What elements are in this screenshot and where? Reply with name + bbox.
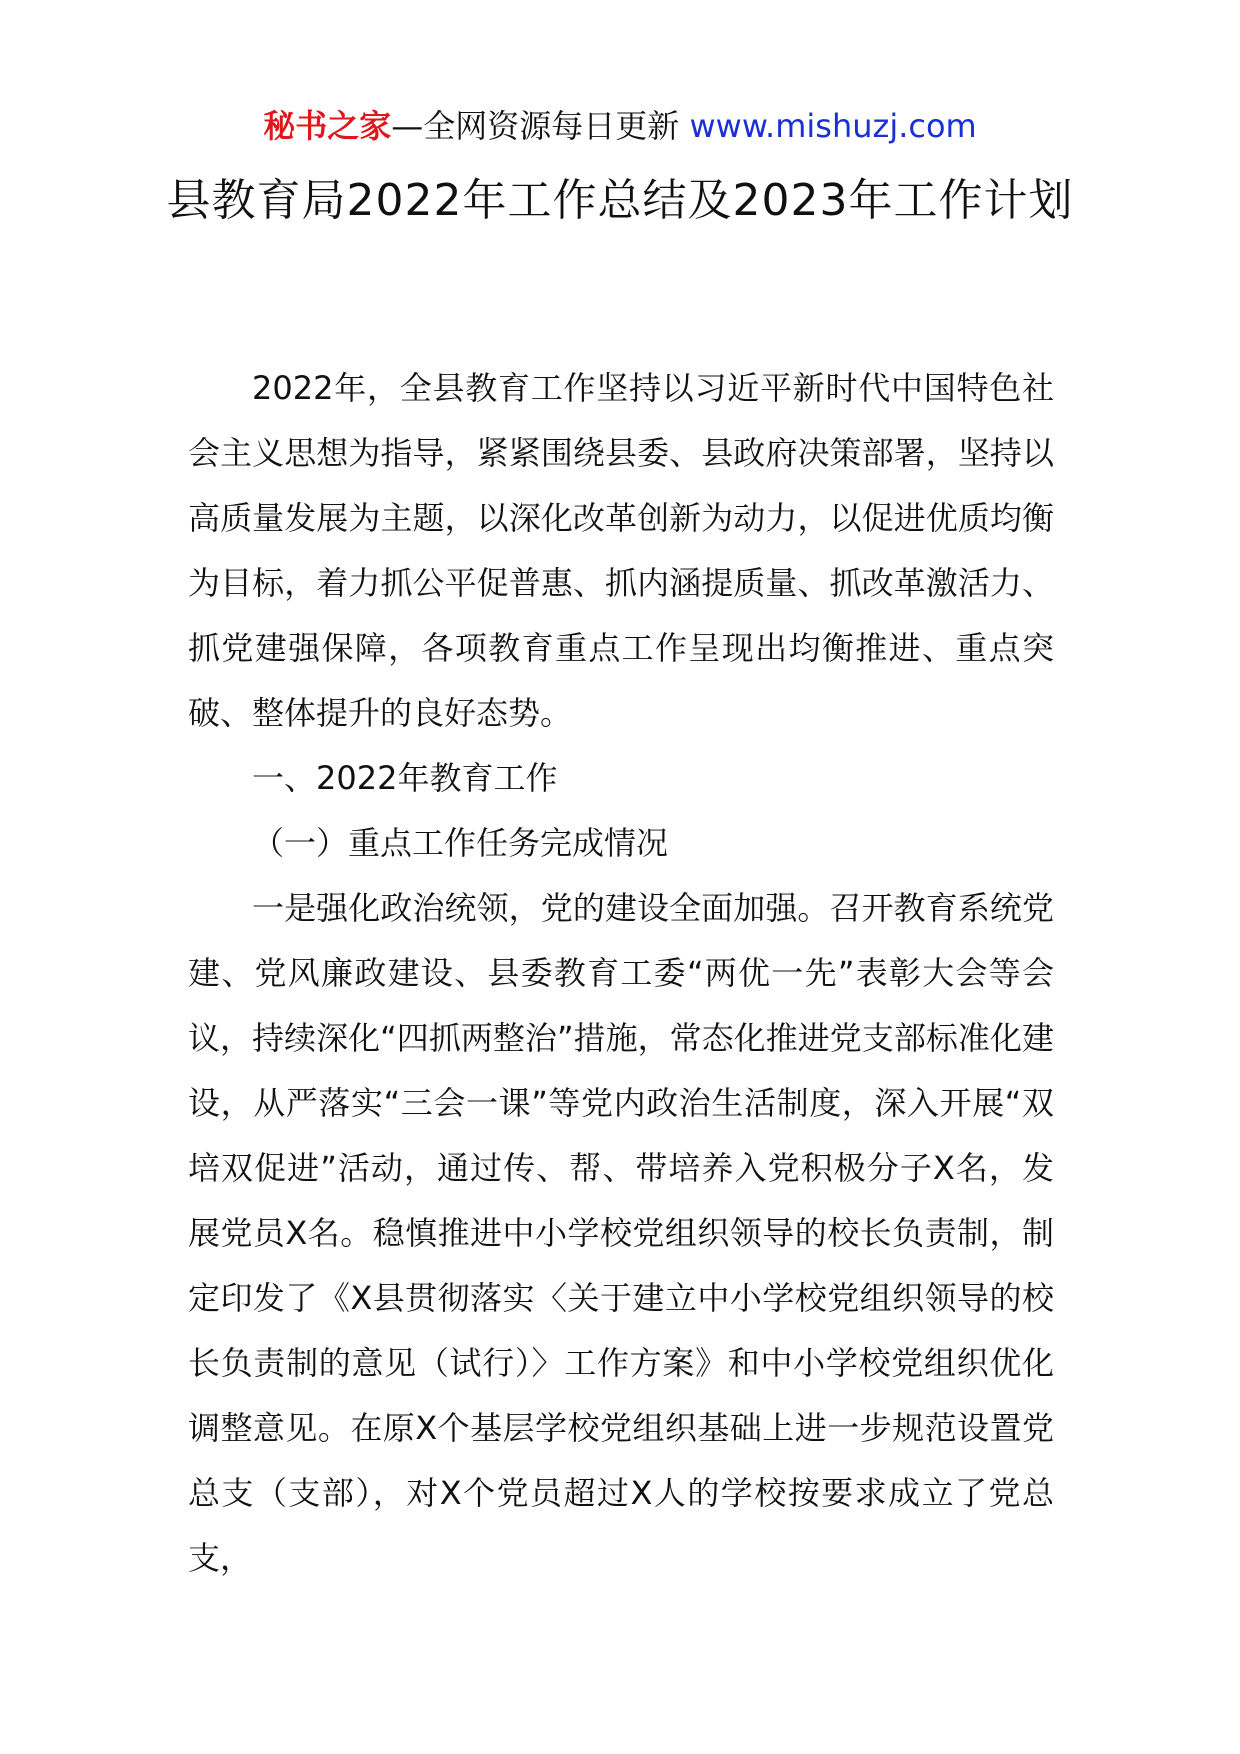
body-paragraph: 一是强化政治统领，党的建设全面加强。召开教育系统党建、党风廉政建设、县委教育工委“两优一先”表彰大会等会议，持续深化“四抓两整治”措施，常态化推进党支部标准化建设，从严落实“三会一课”等党内政治生活制度，深入开展“双培双促进”活动，通过传、帮、带培养入党积极分子X名，发展党员X名。稳慎推进中小学校党组织领导的校长负责制，制定印发了《X县贯彻落实〈关于建立中小学校党组织领导的校长负责制的意见（试行）〉工作方案》和中小学校党组织优化调整意见。在原X个基层学校党组织基础上进一步规范设置党总支（支部），对X个党员超过X人的学校按要求成立了党总支，: [188, 889, 1054, 1577]
section-heading: 一、2022年教育工作: [252, 759, 558, 797]
subsection-heading: （一）重点工作任务完成情况: [252, 824, 669, 862]
brand-name: 秘书之家: [263, 107, 392, 145]
document-body: [188, 356, 1054, 1591]
site-header: [0, 104, 1240, 148]
intro-paragraph: 2022年，全县教育工作坚持以习近平新时代中国特色社会主义思想为指导，紧紧围绕县委、县政府决策部署，坚持以高质量发展为主题，以深化改革创新为动力，以促进优质均衡为目标，着力抓公平促普惠、抓内涵提质量、抓改革激活力、抓党建强保障，各项教育重点工作呈现出均衡推进、重点突破、整体提升的良好态势。: [188, 369, 1054, 732]
header-tagline: —全网资源每日更新: [391, 107, 690, 145]
site-url[interactable]: www.mishuzj.com: [689, 107, 977, 145]
document-title: 县教育局2022年工作总结及2023年工作计划: [166, 175, 1074, 226]
